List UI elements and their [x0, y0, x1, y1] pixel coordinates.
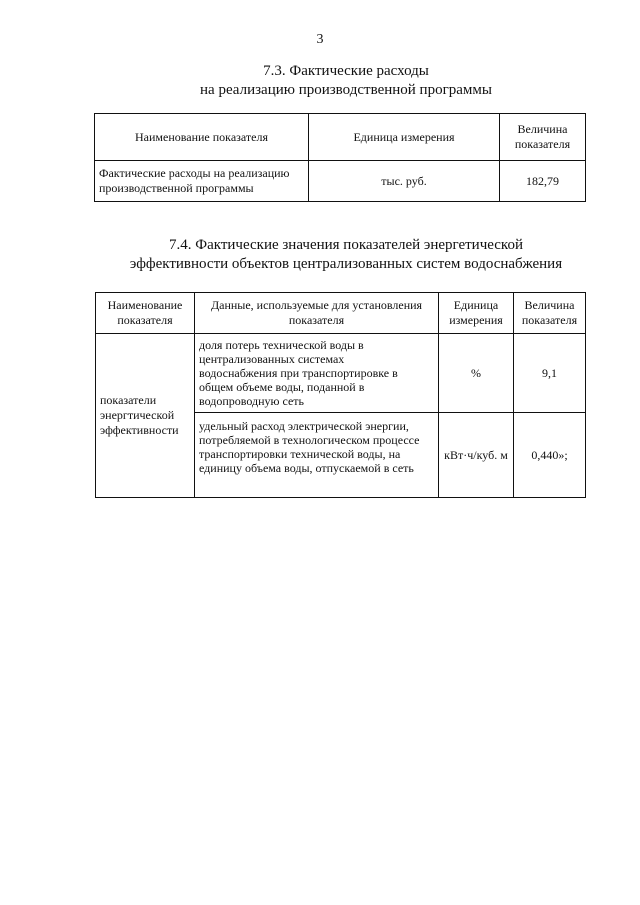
energy-efficiency-table — [95, 292, 586, 498]
cell-unit: тыс. руб. — [309, 161, 500, 202]
cell-value: 182,79 — [500, 161, 586, 202]
cell-value: 0,440»; — [514, 413, 586, 498]
section-7-3-title — [26, 62, 640, 100]
cell-indicator-name: Фактические расходы на реализацию производственной программы — [95, 161, 309, 202]
section-7-4-title-line1: 7.4. Фактические значения показателей энергетической — [169, 237, 523, 253]
section-7-3-title-line2: на реализацию производственной программы — [200, 82, 492, 98]
header-indicator-name: Наименование показателя — [95, 114, 309, 161]
table-row — [95, 161, 586, 202]
table-row — [96, 334, 586, 413]
cell-unit: кВт·ч/куб. м — [439, 413, 514, 498]
cell-data-used: удельный расход электрической энергии, потребляемой в технологическом процессе транспортировки технической воды, на единицу объема воды, отпускаемой в сеть — [195, 413, 439, 498]
actual-expenses-table — [94, 113, 586, 202]
section-7-4-title — [26, 236, 640, 274]
header-indicator-name: Наименование показателя — [96, 293, 195, 334]
page-number: 3 — [316, 32, 324, 47]
section-7-4-title-line2: эффективности объектов централизованных систем водоснабжения — [129, 256, 563, 272]
header-unit: Единица измерения — [309, 114, 500, 161]
cell-data-used: доля потерь технической воды в централизованных системах водоснабжения при транспортировке в общем объеме воды, поданной в водопроводную сеть — [195, 334, 439, 413]
header-unit: Единица измерения — [439, 293, 514, 334]
table-header-row — [95, 114, 586, 161]
header-value: Величина показателя — [500, 114, 586, 161]
cell-group-name: показатели энергтической эффективности — [96, 334, 195, 498]
cell-unit: % — [439, 334, 514, 413]
cell-value: 9,1 — [514, 334, 586, 413]
section-7-3-title-line1: 7.3. Фактические расходы — [263, 63, 429, 79]
table-header-row — [96, 293, 586, 334]
header-value: Величина показателя — [514, 293, 586, 334]
header-data-used: Данные, используемые для установления показателя — [195, 293, 439, 334]
